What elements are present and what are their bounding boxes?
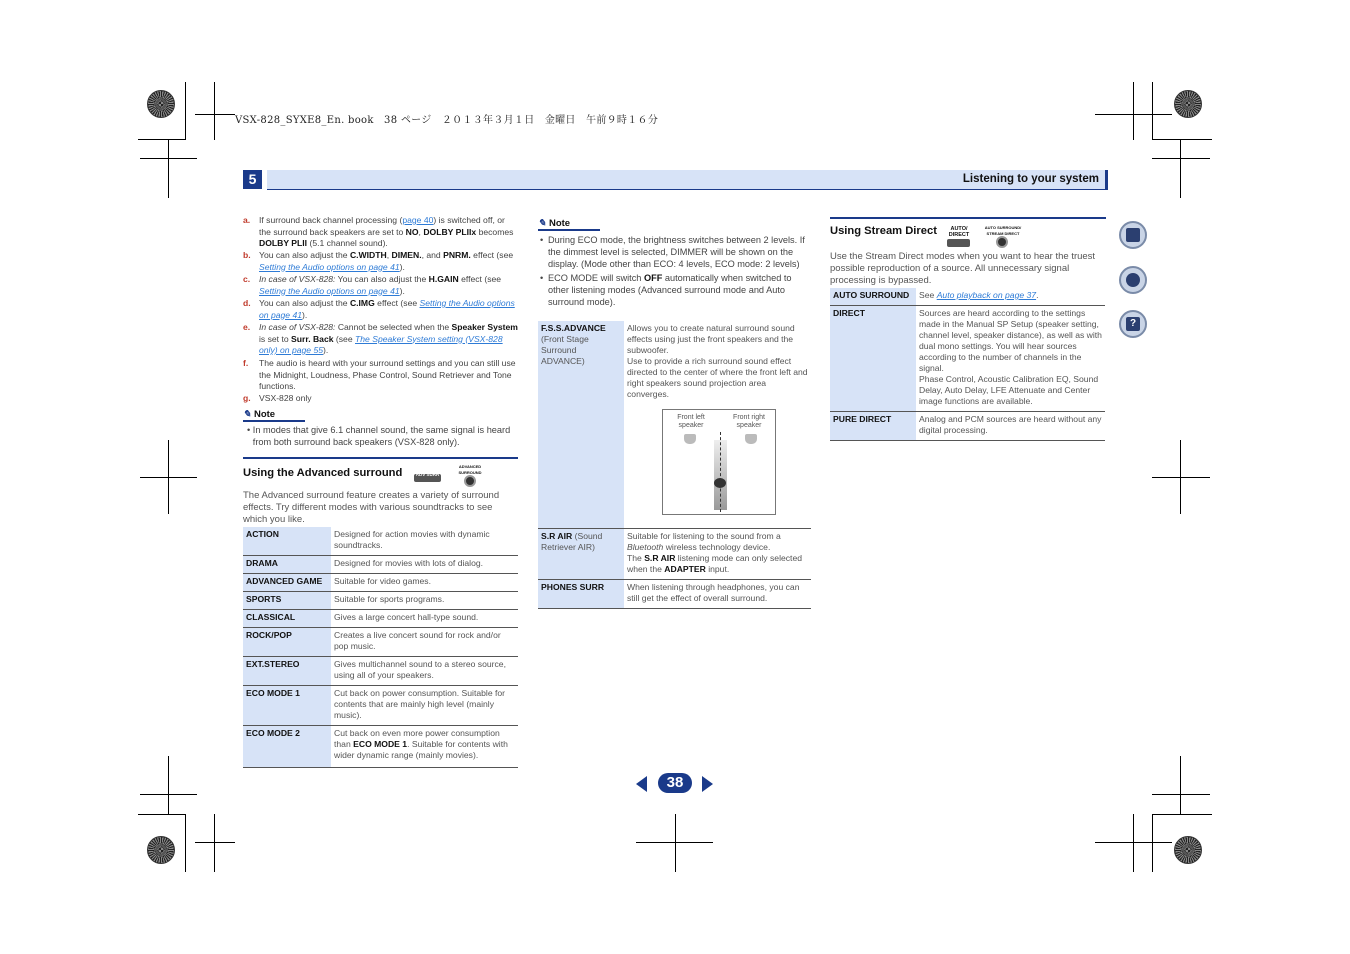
pencil-icon: ✎ xyxy=(538,218,546,229)
header-rule xyxy=(267,189,1108,190)
section-rule xyxy=(830,217,1106,219)
table-row xyxy=(243,628,518,657)
footnote-1 xyxy=(243,250,518,273)
prev-page-arrow-icon[interactable] xyxy=(636,776,647,792)
mode-name: ROCK/POP xyxy=(243,628,331,657)
mode-description: Gives multichannel sound to a stereo source, using all of your speakers. xyxy=(331,657,518,686)
stream-intro: Use the Stream Direct modes when you want to hear the truest possible reproduction of a source. All unnecessary signal processing is bypassed. xyxy=(830,251,1096,286)
mode-name: DRAMA xyxy=(243,556,331,574)
footnote-letter: g. xyxy=(243,393,251,403)
speaker-right-icon xyxy=(745,434,757,444)
mode-name: ECO MODE 2 xyxy=(243,726,331,768)
mode-description: Creates a live concert sound for rock and/or pop music. xyxy=(331,628,518,657)
table-row xyxy=(243,592,518,610)
mode-description: Sources are heard according to the settings made in the Manual SP Setup (speaker setting, channel level, speaker distance), as well as with dual mono settings. You will hear sources according to the number of channels in the signal. Phase Control, Acoustic Calibration EQ, Sound Delay, Auto Delay, LFE Attenuate and Center image functions are available. xyxy=(916,306,1105,412)
mode-description: Cut back on power consumption. Suitable for contents that are mainly high level (mainly music). xyxy=(331,686,518,726)
chapter-number: 5 xyxy=(243,170,262,189)
mode-name: SPORTS xyxy=(243,592,331,610)
auto-direct-button-icon xyxy=(947,239,970,247)
adv-intro: The Advanced surround feature creates a variety of surround effects. Try different modes with various soundtracks to see which you like. xyxy=(243,490,500,525)
adv-surround-title: Using the Advanced surround xyxy=(243,467,403,479)
knob-icon xyxy=(996,236,1008,248)
stream-modes-table xyxy=(830,288,1105,441)
mode-name: AUTO SURROUND xyxy=(830,288,916,306)
center-line xyxy=(720,432,722,512)
table-row xyxy=(538,529,811,580)
mode-name: PURE DIRECT xyxy=(830,412,916,441)
book-icon[interactable] xyxy=(1119,221,1147,249)
mode-name: EXT.STEREO xyxy=(243,657,331,686)
mode-name: S.R AIR (Sound Retriever AIR) xyxy=(538,529,624,580)
footnote-letter: e. xyxy=(243,322,251,332)
note-2-bullets xyxy=(540,234,812,310)
mode-description: Cut back on even more power consumption than ECO MODE 1. Suitable for contents with wider dynamic range (mainly movies). xyxy=(331,726,518,768)
footnote-text: The audio is heard with your surround settings and you can still use the Midnight, Loudness, Phase Control, Sound Retriever and Tone functions. xyxy=(259,358,516,391)
table-row xyxy=(830,412,1105,441)
mode-description: Suitable for video games. xyxy=(331,574,518,592)
mode-description: Designed for movies with lots of dialog. xyxy=(331,556,518,574)
table-row xyxy=(243,726,518,768)
footnote-letter: a. xyxy=(243,215,251,225)
auto-direct-button-label: AUTO/ DIRECT xyxy=(948,226,970,238)
mode-name: ADVANCED GAME xyxy=(243,574,331,592)
note-2-bullet-1: • ECO MODE will switch OFF automatically when switched to other listening modes (Advanced surround mode and Auto surround mode). xyxy=(540,273,792,307)
footnote-2 xyxy=(243,274,518,297)
footnote-0 xyxy=(243,215,518,250)
faq-icon[interactable]: ? xyxy=(1119,310,1147,338)
mode-name: DIRECT xyxy=(830,306,916,412)
adv-modes-table xyxy=(243,527,518,768)
mode-description: Gives a large concert hall-type sound. xyxy=(331,610,518,628)
mode-name: PHONES SURR xyxy=(538,580,624,609)
footnote-6 xyxy=(243,393,518,405)
mode-description: Analog and PCM sources are heard without any digital processing. xyxy=(916,412,1105,441)
table-row xyxy=(243,527,518,556)
mode-description: Allows you to create natural surround sound effects using just the front speakers and the subwoofer. Use to provide a rich surround sound effect directed to the center of where the front left and right speakers sound projection area converges. xyxy=(624,321,811,529)
page-number: 38 xyxy=(658,773,692,793)
table-row xyxy=(243,556,518,574)
footnote-5 xyxy=(243,358,518,393)
footnote-letter: c. xyxy=(243,274,251,284)
header-title: Listening to your system xyxy=(962,173,1099,185)
table-row xyxy=(830,306,1105,412)
note-underline xyxy=(243,420,305,422)
footnote-text: VSX-828 only xyxy=(259,393,312,403)
note-2-bullet-0: • During ECO mode, the brightness switches between 2 levels. If the dimmest level is selected, DIMMER will be shown on the display. (Mode other than ECO: 4 levels, ECO mode: 2 levels) xyxy=(540,235,805,269)
footnote-text: In case of VSX-828: You can also adjust the H.GAIN effect (see Setting the Audio options on page 41). xyxy=(259,274,502,296)
footnote-letter: d. xyxy=(243,298,251,308)
mode-description: See Auto playback on page 37. xyxy=(916,288,1105,306)
note-heading-2: ✎ Note xyxy=(538,218,571,229)
stream-direct-title: Using Stream Direct xyxy=(830,225,937,237)
table-row xyxy=(243,574,518,592)
note-underline xyxy=(538,229,600,231)
mode-description: Suitable for sports programs. xyxy=(331,592,518,610)
mode-name: ECO MODE 1 xyxy=(243,686,331,726)
table-row xyxy=(243,686,518,726)
adv-surr-button-label: ADV SURR xyxy=(415,472,440,477)
note-1-bullet: • In modes that give 6.1 channel sound, the same signal is heard from both surround back speakers (VSX-828 only). xyxy=(247,425,511,447)
section-rule xyxy=(243,457,518,459)
mode-name: ACTION xyxy=(243,527,331,556)
stream-knob-label: AUTO SURROUND/ STREAM DIRECT xyxy=(984,225,1022,236)
mode-description: Suitable for listening to the sound from a Bluetooth wireless technology device. The S.R AIR listening mode can only selected when the ADAPTER input. xyxy=(624,529,811,580)
footnote-4 xyxy=(243,322,518,357)
footnote-letter: f. xyxy=(243,358,249,368)
footnote-text: You can also adjust the C.IMG effect (see Setting the Audio options on page 41). xyxy=(259,298,515,320)
fss-diagram xyxy=(662,409,776,515)
pencil-icon: ✎ xyxy=(243,409,251,420)
speaker-left-icon xyxy=(684,434,696,444)
footnote-text: If surround back channel processing (page 40) is switched off, or the surround back speakers are set to NO, DOLBY PLIIx becomes DOLBY PLII (5.1 channel sound). xyxy=(259,215,514,248)
table-row xyxy=(830,288,1105,306)
footnote-letter: b. xyxy=(243,250,251,260)
print-header: VSX-828_SYXE8_En. book 38 ページ ２０１３年３月１日 金曜日 午前９時１６分 xyxy=(235,115,659,126)
listener-icon xyxy=(714,478,726,488)
footnote-text: In case of VSX-828: Cannot be selected when the Speaker System is set to Surr. Back (see The Speaker System setting (VSX-828 only) on page 55). xyxy=(259,322,518,355)
receiver-icon[interactable] xyxy=(1119,266,1147,294)
footnote-3 xyxy=(243,298,518,321)
table-row xyxy=(243,610,518,628)
mode-description: Designed for action movies with dynamic soundtracks. xyxy=(331,527,518,556)
note-heading-1: ✎ Note xyxy=(243,409,276,420)
header-bar xyxy=(267,170,1108,189)
mode-name: CLASSICAL xyxy=(243,610,331,628)
front-left-label: Front left speaker xyxy=(677,414,705,429)
front-right-label: Front right speaker xyxy=(733,414,765,429)
footnote-text: You can also adjust the C.WIDTH, DIMEN., and PNRM. effect (see Setting the Audio options on page 41). xyxy=(259,250,514,272)
table-row xyxy=(538,580,811,609)
mode-description: When listening through headphones, you can still get the effect of overall surround. xyxy=(624,580,811,609)
mode-name: F.S.S.ADVANCE (Front Stage Surround ADVANCE) xyxy=(538,321,624,529)
next-page-arrow-icon[interactable] xyxy=(702,776,713,792)
table-row xyxy=(243,657,518,686)
knob-icon xyxy=(464,475,476,487)
adv-surround-knob-label: ADVANCED SURROUND xyxy=(458,464,482,475)
